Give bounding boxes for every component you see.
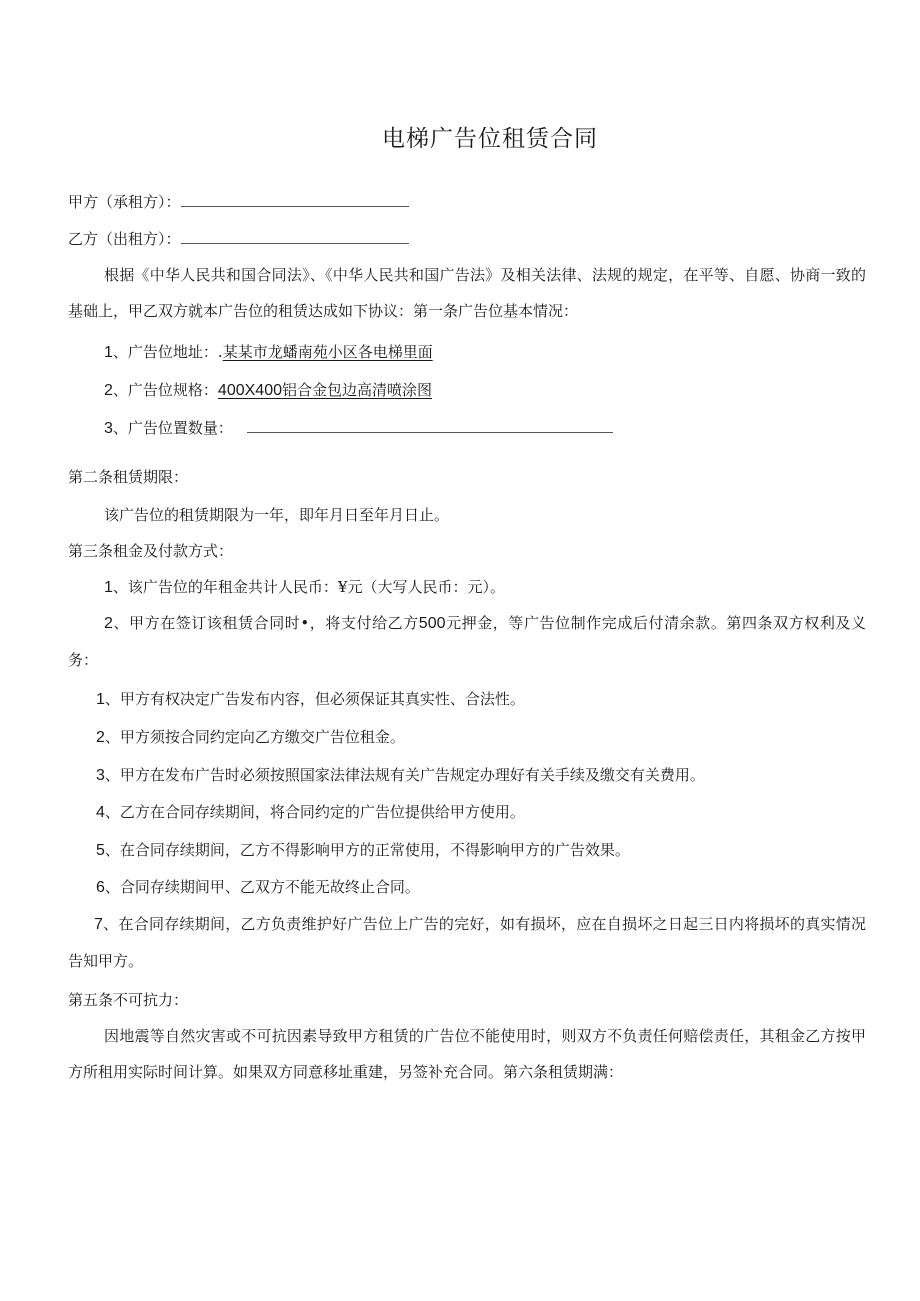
party-a-label: 甲方（承租方）： <box>68 193 181 211</box>
article3-heading: 第三条租金及付款方式： <box>68 542 234 560</box>
ad-location-value: 某某市龙蟠南苑小区各电梯里面 <box>222 343 433 361</box>
party-b-label: 乙方（出租方）： <box>68 230 181 248</box>
article3-item2: 2、甲方在签订该租赁合同时•，将支付给乙方500元押金，等广告位制作完成后付清余款。第四条双方权利及义务： <box>68 614 866 669</box>
article4-item2: 2、甲方须按合同约定向乙方缴交广告位租金。 <box>96 728 405 746</box>
article1-item2: 2、广告位规格：400X400铝合金包边高清喷涂图 <box>104 381 432 399</box>
article4-item6: 6、合同存续期间甲、乙双方不能无故终止合同。 <box>96 878 420 896</box>
article2-text: 该广告位的租赁期限为一年，即年月日至年月日止。 <box>104 506 450 524</box>
article2-heading: 第二条租赁期限： <box>68 468 189 486</box>
document-title: 电梯广告位租赁合同 <box>382 126 598 152</box>
article1-item3: 3、广告位置数量： <box>104 418 613 439</box>
article4-item3: 3、甲方在发布广告时必须按照国家法律法规有关广告规定办理好有关手续及缴交有关费用。 <box>96 766 705 784</box>
article3-item1: 1、该广告位的年租金共计人民币：¥元（大写人民币：元）。 <box>104 578 505 596</box>
ad-quantity-blank <box>247 418 613 433</box>
article1-item1: 1、广告位地址：.某某市龙蟠南苑小区各电梯里面 <box>104 343 433 361</box>
article4-item4: 4、乙方在合同存续期间，将合同约定的广告位提供给甲方使用。 <box>96 803 525 821</box>
article5-text: 因地震等自然灾害或不可抗因素导致甲方租赁的广告位不能使用时，则双方不负责任何赔偿责任，其租金乙方按甲方所租用实际时间计算。如果双方同意移址重建，另签补充合同。第六条租赁期满： <box>68 1027 866 1081</box>
ad-spec-value: 400X400铝合金包边高清喷涂图 <box>217 381 432 399</box>
party-b-line <box>68 229 409 249</box>
article4-item1: 1、甲方有权决定广告发布内容，但必须保证其真实性、合法性。 <box>96 690 525 708</box>
article5-heading: 第五条不可抗力： <box>68 991 189 1009</box>
article4-item5: 5、在合同存续期间，乙方不得影响甲方的正常使用，不得影响甲方的广告效果。 <box>96 841 630 859</box>
article4-item7: 7、在合同存续期间，乙方负责维护好广告位上广告的完好，如有损坏，应在自损坏之日起三日内将损坏的真实情况告知甲方。 <box>68 915 866 970</box>
intro-paragraph: 根据《中华人民共和国合同法》、《中华人民共和国广告法》及相关法律、法规的规定，在平等、自愿、协商一致的基础上，甲乙双方就本广告位的租赁达成如下协议：第一条广告位基本情况： <box>68 266 866 320</box>
party-a-line <box>68 192 409 212</box>
party-a-blank <box>181 192 409 207</box>
party-b-blank <box>181 229 409 244</box>
